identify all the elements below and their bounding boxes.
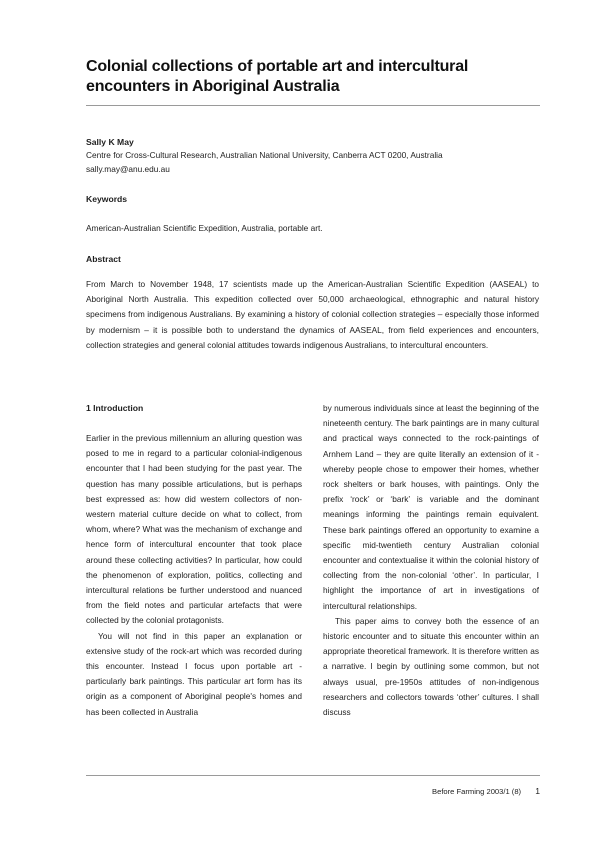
author-email: sally.may@anu.edu.au xyxy=(86,164,170,174)
page-footer xyxy=(86,785,540,798)
body-paragraph: Earlier in the previous millennium an alluring question was posed to me in regard to a particular colonial-indigenous encounter that I had been studying for the past year. The question has many possible articulations, but is perhaps best expressed as: how did western collectors of non-western material culture decide on what to collect, from whom, where? What was the mechanism of exchange and hence form of intercultural encounter that took place around these collecting activities? In particular, how could the phenomenon of exploration, politics, collecting and intercultural relations be further understood and nuanced from the field notes and particular artefacts that were collected by the colonial protagonists. xyxy=(86,433,302,626)
right-column xyxy=(323,401,539,747)
section-heading-introduction: 1 Introduction xyxy=(86,403,144,413)
paper-title: Colonial collections of portable art and intercultural encounters in Aboriginal Australia xyxy=(86,58,469,95)
abstract-heading: Abstract xyxy=(86,254,121,264)
footer-divider xyxy=(86,775,540,776)
title-divider xyxy=(86,105,540,106)
abstract-text: From March to November 1948, 17 scientists made up the American-Australian Scientific Expedition (AASEAL) to Aboriginal North Australia. This expedition collected over 50,000 archaeological, ethnographic and natural history specimens from indigenous Australians. By examining a history of colonial collection strategies – especially those informed by modernism – it is possible both to understand the dynamics of AASEAL, from field experiences and encounters, collection strategies and general colonial attitudes towards indigenous Australians, to intercultural encounters. xyxy=(86,279,539,350)
body-paragraph: by numerous individuals since at least the beginning of the nineteenth century. The bark paintings are in many cultural and practical ways connected to the rock-paintings of Arnhem Land – they are quite literally an extension of it - whereby people chose to empower their homes, whether rock shelters or bark houses, with paintings. Only the prefix ‘rock’ or ‘bark’ is variable and the dominant meanings informing the paintings remain equivalent. These bark paintings offered an opportunity to examine a specific mid-twentieth century Australian colonial encounter and contextualise it within the colonial history of collecting from the non-colonial ‘other’. In particular, I highlight the importance of art in investigations of intercultural relationships. xyxy=(323,403,539,611)
body-paragraph: This paper aims to convey both the essence of an historic encounter and to situate this encounter within an appropriate theoretical framework. It is therefore written as a narrative. I begin by outlining some common, but not always usual, pre-1950s attitudes of non-indigenous researchers and collectors towards ‘other’ cultures. I shall discuss xyxy=(323,615,539,718)
footer-journal-citation: Before Farming 2003/1 (8) xyxy=(432,787,522,796)
left-column xyxy=(86,431,302,747)
author-affiliation: Centre for Cross-Cultural Research, Australian National University, Canberra ACT 0200, Australia xyxy=(86,150,443,160)
body-paragraph: You will not find in this paper an explanation or extensive study of the rock-art which was recorded during this encounter. Instead I focus upon portable art - particularly bark paintings. This particular art form has its origin as a component of Aboriginal people's homes and has been collected in Australia xyxy=(86,630,302,717)
keywords-heading: Keywords xyxy=(86,194,128,204)
page-number: 1 xyxy=(535,786,540,796)
author-name: Sally K May xyxy=(86,137,134,147)
keywords-text: American-Australian Scientific Expedition, Australia, portable art. xyxy=(86,223,323,233)
